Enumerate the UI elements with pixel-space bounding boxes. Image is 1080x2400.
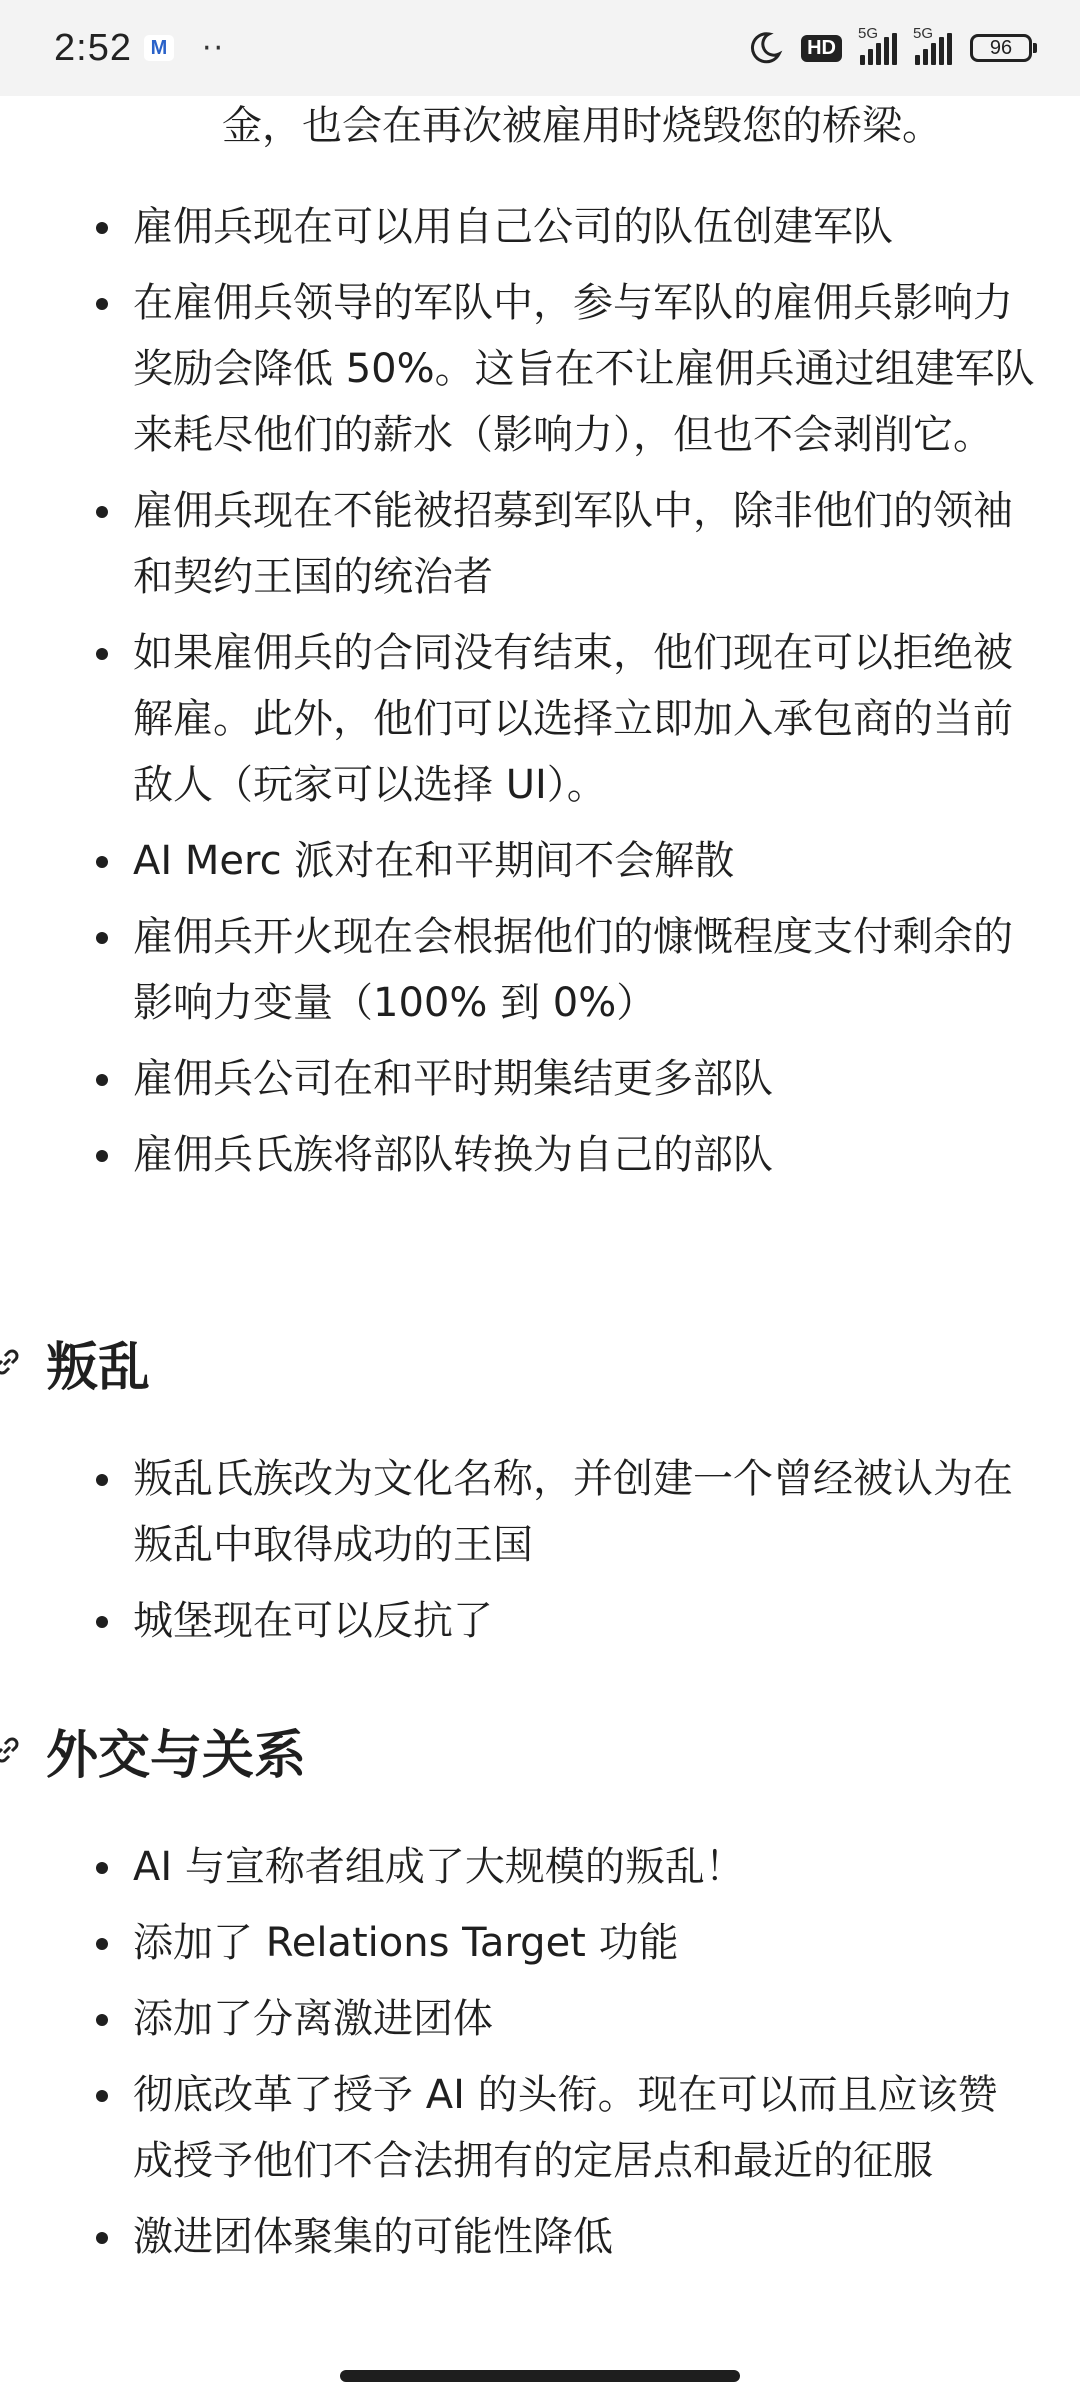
do-not-disturb-moon-icon	[747, 30, 783, 66]
more-notifications-icon: ··	[201, 30, 226, 66]
list-item: 叛乱氏族改为文化名称，并创建一个曾经被认为在叛乱中取得成功的王国	[0, 1446, 1080, 1578]
list-item: 城堡现在可以反抗了	[0, 1588, 1080, 1654]
anchor-link-icon[interactable]	[0, 1345, 24, 1379]
list-item: 雇佣兵现在不能被招募到军队中，除非他们的领袖和契约王国的统治者	[0, 478, 1080, 610]
diplomacy-list	[0, 1834, 1080, 2280]
list-item: 如果雇佣兵的合同没有结束，他们现在可以拒绝被解雇。此外，他们可以选择立即加入承包商的当前敌人（玩家可以选择 UI）。	[0, 620, 1080, 818]
list-item: AI Merc 派对在和平期间不会解散	[0, 828, 1080, 894]
status-bar	[0, 0, 1080, 96]
hd-voice-icon: HD	[801, 35, 842, 62]
gmail-icon: M	[144, 35, 174, 61]
rebellion-list	[0, 1446, 1080, 1664]
list-item: AI 与宣称者组成了大规模的叛乱！	[0, 1834, 1080, 1900]
list-item: 雇佣兵现在可以用自己公司的队伍创建军队	[0, 194, 1080, 260]
list-item: 雇佣兵氏族将部队转换为自己的部队	[0, 1122, 1080, 1188]
section-title: 叛乱	[46, 1337, 151, 1398]
mercenary-list	[0, 194, 1080, 1198]
diplomacy-heading	[0, 1710, 306, 1790]
list-item: 雇佣兵公司在和平时期集结更多部队	[0, 1046, 1080, 1112]
rebellion-heading	[0, 1322, 150, 1402]
battery-icon: 96	[970, 34, 1032, 62]
list-item: 在雇佣兵领导的军队中，参与军队的雇佣兵影响力奖励会降低 50%。这旨在不让雇佣兵通过组建军队来耗尽他们的薪水（影响力），但也不会剥削它。	[0, 270, 1080, 468]
list-item: 彻底改革了授予 AI 的头衔。现在可以而且应该赞成授予他们不合法拥有的定居点和最近的征服	[0, 2062, 1080, 2194]
continued-text: 金，也会在再次被雇用时烧毁您的桥梁。	[222, 103, 942, 149]
list-item: 激进团体聚集的可能性降低	[0, 2204, 1080, 2270]
signal-strength-icon-2: 5G	[915, 31, 952, 65]
list-item: 雇佣兵开火现在会根据他们的慷慨程度支付剩余的影响力变量（100% 到 0%）	[0, 904, 1080, 1036]
section-title: 外交与关系	[46, 1725, 307, 1786]
home-gesture-bar[interactable]	[340, 2370, 740, 2382]
list-item: 添加了 Relations Target 功能	[0, 1910, 1080, 1976]
article-content[interactable]	[0, 96, 1080, 2346]
list-item: 添加了分离激进团体	[0, 1986, 1080, 2052]
anchor-link-icon[interactable]	[0, 1733, 24, 1767]
status-time: 2:52	[54, 26, 132, 69]
signal-strength-icon: 5G	[860, 31, 897, 65]
